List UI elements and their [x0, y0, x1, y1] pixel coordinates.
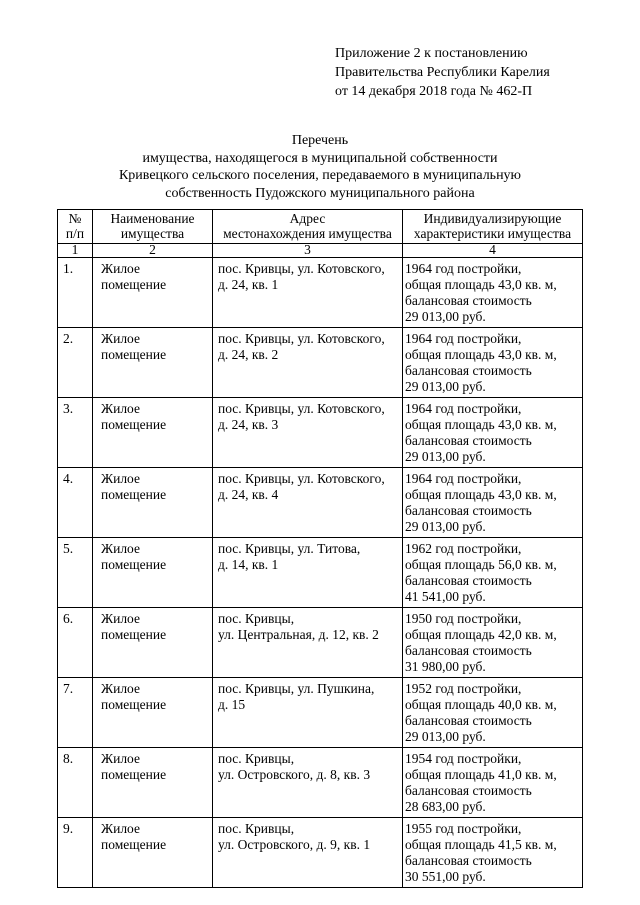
table-row	[58, 678, 583, 748]
property-name-line: Жилое	[101, 401, 140, 416]
header-text: Индивидуализирующие	[423, 211, 562, 226]
property-characteristics-line: 1964 год постройки,	[405, 471, 522, 486]
table-body	[58, 258, 583, 888]
table-row	[58, 748, 583, 818]
column-number: 1	[58, 244, 93, 258]
row-number: 1.	[58, 258, 93, 328]
row-number: 8.	[58, 748, 93, 818]
property-address-line: пос. Кривцы,	[218, 821, 295, 836]
property-characteristics-line: 1962 год постройки,	[405, 541, 522, 556]
appendix-reference	[335, 44, 550, 101]
table-row	[58, 398, 583, 468]
row-number: 6.	[58, 608, 93, 678]
property-characteristics-line: 29 013,00 руб.	[405, 729, 486, 744]
property-address-line: пос. Кривцы,	[218, 751, 295, 766]
property-address	[213, 538, 403, 608]
title-line: Перечень	[291, 133, 349, 148]
property-characteristics	[403, 328, 583, 398]
property-characteristics-line: балансовая стоимость	[405, 363, 532, 378]
property-characteristics-line: 29 013,00 руб.	[405, 309, 486, 324]
property-characteristics-line: общая площадь 43,0 кв. м,	[405, 417, 557, 432]
property-characteristics	[403, 538, 583, 608]
property-address	[213, 468, 403, 538]
property-address	[213, 748, 403, 818]
header-text: местонахождения имущества	[223, 226, 392, 241]
property-table	[57, 209, 583, 888]
column-number: 2	[93, 244, 213, 258]
property-name-line: Жилое	[101, 821, 140, 836]
property-characteristics-line: общая площадь 43,0 кв. м,	[405, 487, 557, 502]
property-characteristics-line: 31 980,00 руб.	[405, 659, 486, 674]
property-address-line: д. 24, кв. 4	[218, 487, 279, 502]
property-address	[213, 258, 403, 328]
header-text: имущества	[120, 226, 185, 241]
property-characteristics-line: 30 551,00 руб.	[405, 869, 486, 884]
property-characteristics	[403, 468, 583, 538]
property-name	[93, 748, 213, 818]
header-characteristics	[403, 210, 583, 244]
table-row	[58, 468, 583, 538]
property-characteristics-line: общая площадь 40,0 кв. м,	[405, 697, 557, 712]
property-characteristics	[403, 748, 583, 818]
property-name-line: Жилое	[101, 331, 140, 346]
row-number: 4.	[58, 468, 93, 538]
property-name	[93, 538, 213, 608]
property-name	[93, 818, 213, 888]
property-address	[213, 678, 403, 748]
property-characteristics-line: общая площадь 56,0 кв. м,	[405, 557, 557, 572]
property-address-line: д. 24, кв. 3	[218, 417, 279, 432]
property-characteristics-line: 1954 год постройки,	[405, 751, 522, 766]
property-characteristics-line: балансовая стоимость	[405, 713, 532, 728]
row-number: 2.	[58, 328, 93, 398]
row-number: 5.	[58, 538, 93, 608]
property-address-line: ул. Островского, д. 8, кв. 3	[218, 767, 371, 782]
property-address-line: пос. Кривцы, ул. Котовского,	[218, 401, 385, 416]
header-num	[58, 210, 93, 244]
property-name-line: Жилое	[101, 471, 140, 486]
property-address-line: д. 15	[218, 697, 246, 712]
property-characteristics-line: балансовая стоимость	[405, 783, 532, 798]
property-address-line: д. 14, кв. 1	[218, 557, 279, 572]
table-row	[58, 818, 583, 888]
property-address-line: пос. Кривцы, ул. Титова,	[218, 541, 361, 556]
property-name-line: помещение	[101, 417, 167, 432]
document-title	[0, 132, 640, 202]
property-characteristics-line: 1964 год постройки,	[405, 261, 522, 276]
title-line: собственность Пудожского муниципального района	[165, 185, 475, 201]
property-characteristics-line: балансовая стоимость	[405, 573, 532, 588]
appendix-line: Правительства Республики Карелия	[335, 65, 550, 80]
property-characteristics	[403, 608, 583, 678]
property-name-line: Жилое	[101, 611, 140, 626]
property-name-line: помещение	[101, 347, 167, 362]
property-name-line: помещение	[101, 557, 167, 572]
property-name-line: Жилое	[101, 261, 140, 276]
property-address-line: пос. Кривцы, ул. Котовского,	[218, 471, 385, 486]
property-name-line: помещение	[101, 627, 167, 642]
property-name-line: помещение	[101, 767, 167, 782]
property-name-line: Жилое	[101, 751, 140, 766]
row-number: 9.	[58, 818, 93, 888]
property-address	[213, 328, 403, 398]
property-name-line: помещение	[101, 487, 167, 502]
header-text: Адрес	[289, 211, 326, 226]
header-text: п/п	[65, 226, 85, 241]
header-text: №	[68, 211, 82, 226]
property-address-line: ул. Центральная, д. 12, кв. 2	[218, 627, 379, 642]
property-characteristics-line: балансовая стоимость	[405, 853, 532, 868]
property-characteristics-line: общая площадь 42,0 кв. м,	[405, 627, 557, 642]
property-characteristics-line: общая площадь 43,0 кв. м,	[405, 277, 557, 292]
header-address	[213, 210, 403, 244]
property-characteristics-line: 29 013,00 руб.	[405, 379, 486, 394]
property-characteristics	[403, 258, 583, 328]
property-address-line: пос. Кривцы, ул. Котовского,	[218, 261, 385, 276]
column-number: 3	[213, 244, 403, 258]
property-name-line: помещение	[101, 277, 167, 292]
property-characteristics-line: 1952 год постройки,	[405, 681, 522, 696]
property-name	[93, 468, 213, 538]
property-name	[93, 398, 213, 468]
property-name-line: помещение	[101, 697, 167, 712]
column-number: 4	[403, 244, 583, 258]
property-characteristics-line: балансовая стоимость	[405, 433, 532, 448]
property-name	[93, 258, 213, 328]
property-name-line: Жилое	[101, 681, 140, 696]
header-text: характеристики имущества	[413, 226, 572, 241]
property-characteristics-line: 1964 год постройки,	[405, 331, 522, 346]
title-line: имущества, находящегося в муниципальной собственности	[142, 150, 498, 166]
property-name	[93, 678, 213, 748]
property-characteristics-line: общая площадь 41,0 кв. м,	[405, 767, 557, 782]
property-name-line: помещение	[101, 837, 167, 852]
property-characteristics-line: 1950 год постройки,	[405, 611, 522, 626]
header-name	[93, 210, 213, 244]
property-characteristics	[403, 678, 583, 748]
property-characteristics	[403, 398, 583, 468]
table-row	[58, 608, 583, 678]
property-characteristics	[403, 818, 583, 888]
property-characteristics-line: балансовая стоимость	[405, 293, 532, 308]
property-address-line: пос. Кривцы, ул. Котовского,	[218, 331, 385, 346]
property-characteristics-line: 29 013,00 руб.	[405, 449, 486, 464]
table-row	[58, 328, 583, 398]
column-number-row	[58, 244, 583, 258]
property-characteristics-line: 29 013,00 руб.	[405, 519, 486, 534]
property-characteristics-line: общая площадь 41,5 кв. м,	[405, 837, 557, 852]
property-characteristics-line: общая площадь 43,0 кв. м,	[405, 347, 557, 362]
appendix-line: Приложение 2 к постановлению	[335, 46, 528, 61]
property-address	[213, 398, 403, 468]
table-row	[58, 538, 583, 608]
property-address-line: д. 24, кв. 2	[218, 347, 279, 362]
property-characteristics-line: балансовая стоимость	[405, 643, 532, 658]
property-address	[213, 608, 403, 678]
property-characteristics-line: 1955 год постройки,	[405, 821, 522, 836]
row-number: 7.	[58, 678, 93, 748]
property-address	[213, 818, 403, 888]
table-row	[58, 258, 583, 328]
property-name-line: Жилое	[101, 541, 140, 556]
property-characteristics-line: 28 683,00 руб.	[405, 799, 486, 814]
property-address-line: д. 24, кв. 1	[218, 277, 279, 292]
property-name	[93, 608, 213, 678]
property-characteristics-line: 41 541,00 руб.	[405, 589, 486, 604]
table-header-row	[58, 210, 583, 244]
property-address-line: пос. Кривцы, ул. Пушкина,	[218, 681, 375, 696]
property-name	[93, 328, 213, 398]
property-address-line: ул. Островского, д. 9, кв. 1	[218, 837, 371, 852]
title-line: Кривецкого сельского поселения, передаваемого в муниципальную	[118, 168, 522, 183]
property-characteristics-line: балансовая стоимость	[405, 503, 532, 518]
appendix-line: от 14 декабря 2018 года № 462-П	[335, 84, 533, 99]
property-address-line: пос. Кривцы,	[218, 611, 295, 626]
property-characteristics-line: 1964 год постройки,	[405, 401, 522, 416]
row-number: 3.	[58, 398, 93, 468]
header-text: Наименование	[110, 211, 195, 226]
